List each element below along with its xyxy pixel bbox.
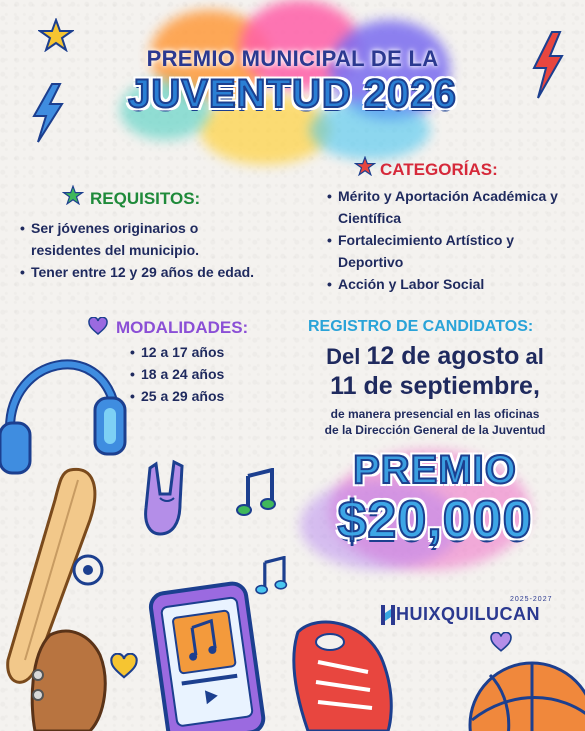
lightning-icon [526, 30, 566, 100]
list-item: • 18 a 24 años [130, 363, 270, 385]
basketball-icon [460, 650, 585, 731]
registro-detail-1: de manera presencial en las oficinas [330, 407, 540, 421]
sneaker-icon [288, 612, 408, 731]
list-item: • Acción y Labor Social [327, 273, 567, 295]
requisitos-list [20, 217, 270, 283]
categorias-heading: CATEGORÍAS: [380, 160, 498, 179]
registro-prefix: Del [326, 344, 361, 369]
registro-end-date: 11 de septiembre, [330, 372, 540, 400]
list-item: • Tener entre 12 y 29 años de edad. [20, 261, 270, 283]
heart-icon [490, 632, 512, 652]
registro-date-line-2 [290, 372, 580, 401]
registro-date-line-1 [290, 342, 580, 371]
registro-start-date: 12 de agosto [366, 342, 520, 370]
categorias-list [327, 185, 567, 295]
logo-name: HUIXQUILUCAN [396, 604, 540, 624]
lightning-icon [28, 82, 68, 144]
music-note-icon [236, 468, 278, 518]
list-item: • Ser jóvenes originarios o residentes del municipio. [20, 217, 270, 261]
premio-amount: $20,000 [337, 491, 533, 549]
list-item: • Fortalecimiento Artístico y Deportivo [327, 229, 567, 273]
rock-hand-icon [140, 458, 198, 538]
star-icon [38, 18, 74, 52]
registro-heading: REGISTRO DE CANDIDATOS: [308, 318, 534, 335]
registro-detail-2: de la Dirección General de la Juventud [324, 423, 546, 437]
star-icon [62, 185, 84, 205]
headphones-icon [0, 328, 130, 478]
guitar-icon [30, 625, 120, 731]
title-line-2: JUVENTUD 2026 [128, 72, 457, 116]
star-icon [354, 156, 376, 176]
title-line-1: PREMIO MUNICIPAL DE LA [146, 46, 439, 71]
registro-suffix: al [525, 344, 544, 369]
list-item: • Mérito y Aportación Académica y Científica [327, 185, 567, 229]
requisitos-heading: REQUISITOS: [90, 189, 201, 208]
list-item: • 25 a 29 años [130, 385, 270, 407]
premio-word: PREMIO [353, 448, 517, 492]
modalidades-list [130, 341, 270, 407]
smartphone-music-icon [140, 580, 270, 731]
logo-years: 2025-2027 [510, 596, 553, 603]
modalidades-heading: MODALIDADES: [116, 318, 249, 337]
list-item: • 12 a 17 años [130, 341, 270, 363]
heart-icon [110, 653, 138, 679]
